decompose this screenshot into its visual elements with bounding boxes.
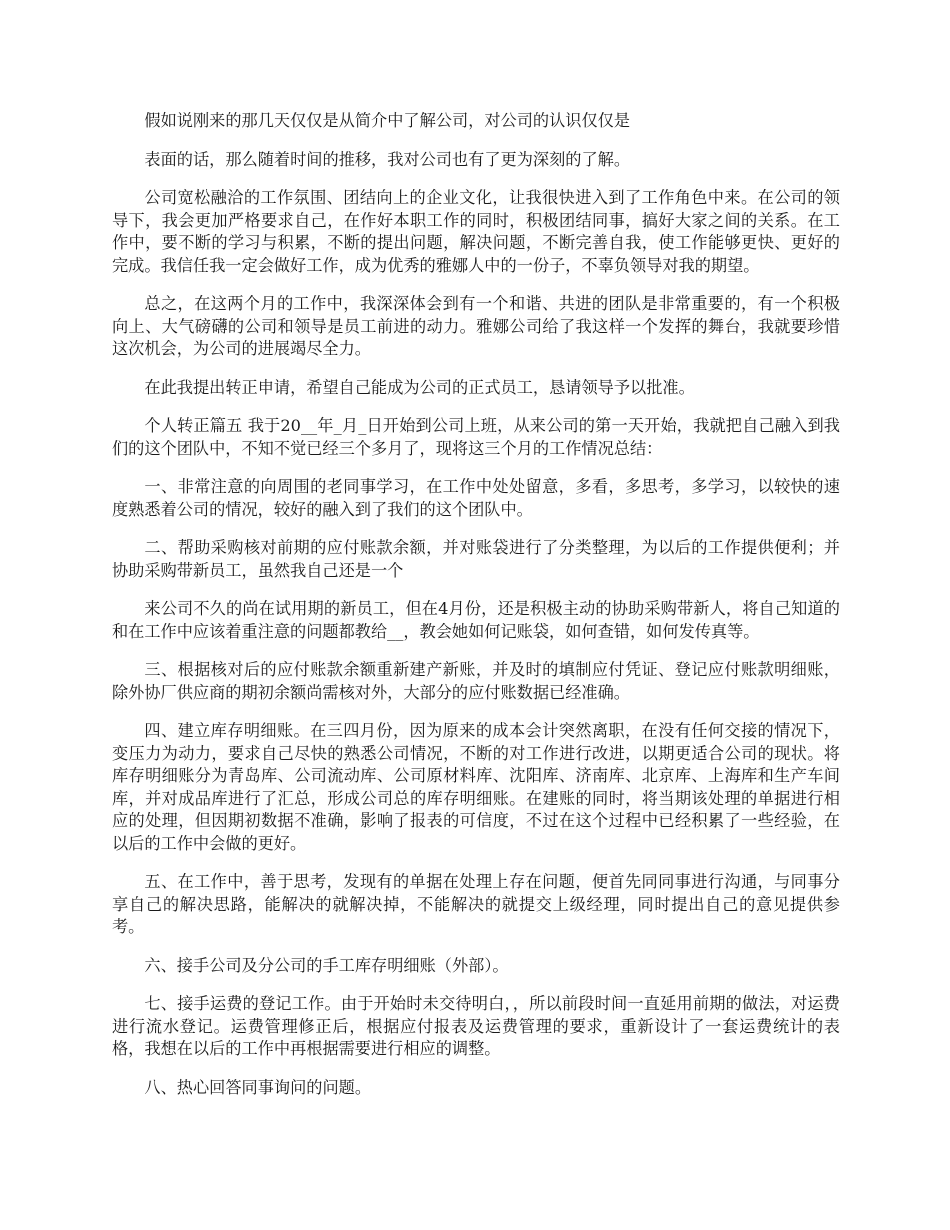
paragraph-7: 一、非常注意的向周围的老同事学习，在工作中处处留意，多看，多思考，多学习，以较快的速度熟悉着公司的情况，较好的融入到了我们的这个团队中。 xyxy=(112,477,840,519)
paragraph-12: 五、在工作中，善于思考，发现有的单据在处理上存在问题，便首先同同事进行沟通，与同事分享自己的解决思路，能解决的就解决掉，不能解决的就提交上级经理，同时提出自己的意见提供参考。 xyxy=(112,872,840,936)
paragraph-2: 表面的话，那么随着时间的推移，我对公司也有了更为深刻的了解。 xyxy=(144,149,631,169)
paragraph-3: 公司宽松融洽的工作氛围、团结向上的企业文化，让我很快进入到了工作角色中来。在公司的领导下，我会更加严格要求自己，在作好本职工作的同时，积极团结同事，搞好大家之间的关系。在工作中，要不断的学习与积累，不断的提出问题，解决问题，不断完善自我，使工作能够更快、更好的完成。我信任我一定会做好工作，成为优秀的雅娜人中的一份子，不辜负领导对我的期望。 xyxy=(112,188,840,275)
paragraph-5: 在此我提出转正申请，希望自己能成为公司的正式员工，恳请领导予以批准。 xyxy=(144,377,695,397)
paragraph-15: 八、热心回答同事询问的问题。 xyxy=(144,1077,372,1097)
paragraph-1: 假如说刚来的那几天仅仅是从简介中了解公司，对公司的认识仅仅是 xyxy=(144,111,631,130)
paragraph-14: 七、接手运费的登记工作。由于开始时未交待明白，，所以前段时间一直延用前期的做法，对运费进行流水登记。运费管理修正后，根据应付报表及运费管理的要求，重新设计了一套运费统计的表格，我想在以后的工作中再根据需要进行相应的调整。 xyxy=(112,994,840,1058)
paragraph-4: 总之，在这两个月的工作中，我深深体会到有一个和谐、共进的团队是非常重要的，有一个积极向上、大气磅礴的公司和领导是员工前进的动力。雅娜公司给了我这样一个发挥的舞台，我就要珍惜这次机会，为公司的进展竭尽全力。 xyxy=(112,294,840,358)
paragraph-6: 个人转正篇五 我于20__年_月_日开始到公司上班，从来公司的第一天开始，我就把自己融入到我们的这个团队中，不知不觉已经三个多月了，现将这三个月的工作情况总结： xyxy=(112,416,840,458)
document-body xyxy=(112,110,840,1115)
paragraph-9: 来公司不久的尚在试用期的新员工，但在4月份，还是积极主动的协助采购带新人，将自己知道的和在工作中应该着重注意的问题都教给__，教会她如何记账袋，如何查错，如何发传真等。 xyxy=(112,599,840,641)
paragraph-13: 六、接手公司及分公司的手工库存明细账（外部）。 xyxy=(144,955,509,975)
paragraph-10: 三、根据核对后的应付账款余额重新建产新账，并及时的填制应付凭证、登记应付账款明细账，除外协厂供应商的期初余额尚需核对外，大部分的应付账数据已经准确。 xyxy=(112,660,840,702)
paragraph-8: 二、帮助采购核对前期的应付账款余额，并对账袋进行了分类整理，为以后的工作提供便利；并协助采购带新员工，虽然我自己还是一个 xyxy=(112,538,840,580)
paragraph-11: 四、建立库存明细账。在三四月份，因为原来的成本会计突然离职，在没有任何交接的情况下，变压力为动力，要求自己尽快的熟悉公司情况，不断的对工作进行改进，以期更适合公司的现状。将库存明细账分为青岛库、公司流动库、公司原材料库、沈阳库、济南库、北京库、上海库和生产车间库，并对成品库进行了汇总，形成公司总的库存明细账。在建账的同时，将当期该处理的单据进行相应的处理，但因期初数据不准确，影响了报表的可信度，不过在这个过程中已经积累了一些经验，在以后的工作中会做的更好。 xyxy=(112,721,840,853)
